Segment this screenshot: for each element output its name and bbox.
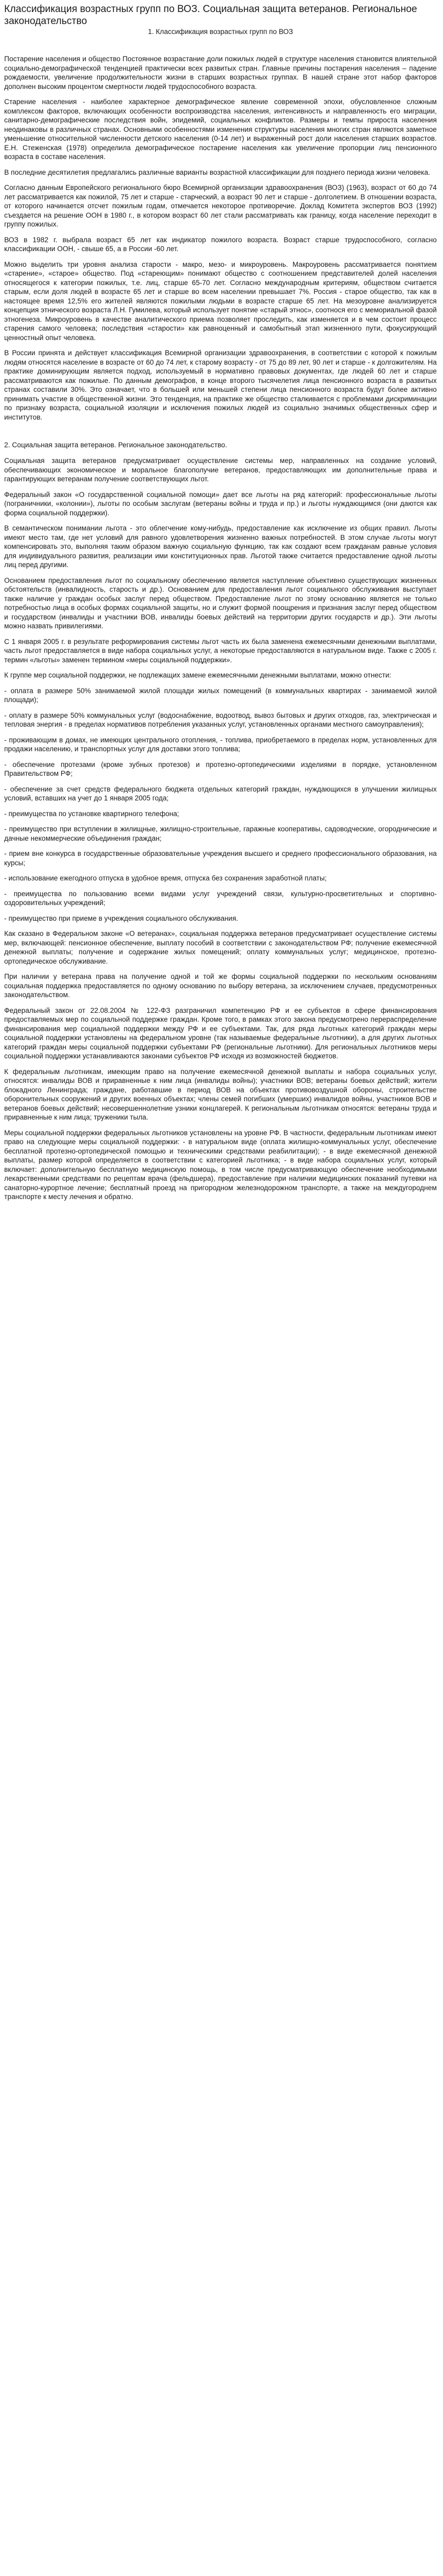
paragraph: - оплата в размере 50% занимаемой жилой площади жилых помещений (в коммунальных квартирах - занимаемой жилой площади); [4, 686, 437, 704]
paragraph: Можно выделить три уровня анализа старости - макро, мезо- и микроуровень. Макроуровень рассматривается понятием «старение», «старое» общество. Под «стареющим» понимают общество с соотношением представителей долей населения относящегося к категории пожилых, т.е. лиц, старше 65-70 лет. Согласно международным критериям, обществом считается старым, если доля людей в возрасте 65 лет и старше во всем населении превышает 7%. Россия - старое общество, так как в настоящее время 12,5% его жителей являются пожилыми людьми в возрасте старше 65 лет. На мезоуровне анализируется концепция этнического возраста Л.Н. Гумилева, который использует понятие «старый этнос», соотнося его с мемориальной фазой этногенеза. Микроуровень в качестве аналитического приема позволяет проследить, как изменяется и в чем состоит процесс старения самого человека; последствия «старости» как равноценный и самобытный этап жизненного пути, фокусирующий ценностный опыт человека. [4, 260, 437, 342]
paragraph: В последние десятилетия предлагались различные варианты возрастной классификации для позднего периода жизни человека. [4, 168, 430, 176]
paragraph: - использование ежегодного отпуска в удобное время, отпуска без сохранения заработной платы; [4, 874, 327, 882]
paragraph: Федеральный закон «О государственной социальной помощи» дает все льготы на ряд категорий: профессиональные льготы (пограничники, «колонии»), льготы по особым заслугам (ветераны войны и труда и пр.) и льготы нуждающимся (они даются как форма социальной поддержки). [4, 490, 437, 517]
paragraph: В России принята и действует классификация Всемирной организации здравоохранения, в соответствии с которой к пожилым людям относятся население в возрасте от 60 до 74 лет, к старому возрасту - от 75 до 89 лет, 90 лет и старше - к долгожителям. На практике доминирующим является подход, используемый в нормативно правовых документах, где людей 60 лет и старше рассматриваются как пожилые. По данным демографов, в конце второго тысячелетия лица пенсионного возраста в развитых странах составили 30%. Это означает, что в большей или меньшей степени лица пенсионного возраста будут более активно принимать участие в общественной жизни. Это тенденция, на практике же общество сталкивается с проблемами дискриминации по признаку возраста, социальной изоляции и исключения пожилых людей из социально значимых общественных сфер и институтов. [4, 349, 437, 421]
paragraph: Социальная защита ветеранов предусматривает осуществление системы мер, направленных на создание условий, обеспечивающих экономическое и моральное благополучие ветеранов, предоставляющих им дополнительные права и гарантирующих ветеранам получение соответствующих льгот. [4, 457, 437, 483]
paragraph: - оплату в размере 50% коммунальных услуг (водоснабжение, водоотвод, вывоз бытовых и других отходов, газ, электрическая и тепловая энергия - в пределах нормативов потребления указанных услуг, установленных органами местного самоуправления); [4, 711, 437, 728]
paragraph: Старение населения - наиболее характерное демографическое явление современной эпохи, обусловленное сложным комплексом факторов, включающих особенности воспроизводства населения, интенсивность и направленность его миграции, санитарно-демографические последствия войн, эпидемий, социальных конфликтов. Размеры и темпы прироста населения неодинаковы в различных странах. Основными особенностями изменения структуры населения многих стран являются заметное уменьшение относительной численности детского населения (0-14 лет) и выраженный рост доли населения старших возрастов. Е.Н. Стеженская (1978) определила демографическое постарение населения как увеличение пропорции лиц пенсионного возраста в составе населения. [4, 98, 437, 161]
paragraph: В семантическом понимании льгота - это облегчение кому-нибудь, предоставление как исключение из общих правил. Льготы имеют место там, где нет условий для равного удовлетворения жизненно важных потребностей. В этом случае льготы могут компенсировать это, выполняя таким образом важную социальную функцию, так как создают всем гражданам равные условия для индивидуального развития, реализации ими конституционных прав. Льготой также считается предоставление одной льготы лиц перед другими. [4, 524, 437, 569]
page-title: Классификация возрастных групп по ВОЗ. Социальная защита ветеранов. Региональное законодательство [4, 4, 417, 27]
paragraph: С 1 января 2005 г. в результате реформирования системы льгот часть их была заменена ежемесячными денежными выплатами, часть льгот предоставляется в виде набора социальных услуг, а некоторые предоставляются в натуральном виде. Также с 2005 г. термин «льготы» заменен термином «меры социальной поддержки». [4, 637, 437, 664]
paragraph: - прием вне конкурса в государственные образовательные учреждения высшего и среднего профессионального образования, на курсы; [4, 850, 437, 867]
paragraph: - проживающим в домах, не имеющих центрального отопления, - топлива, приобретаемого в пределах норм, установленных для продажи населению, и транспортных услуг для доставки этого топлива; [4, 736, 437, 753]
paragraph: Как сказано в Федеральном законе «О ветеранах», социальная поддержка ветеранов предусматривает осуществление системы мер, включающей: пенсионное обеспечение, выплату пособий в соответствии с законодательством РФ; получение ежемесячной денежной выплаты; получение и содержание жилых помещений; оплату коммунальных услуг; медицинское, протезно-ортопедическое обслуживание. [4, 930, 437, 965]
paragraph: Основанием предоставления льгот по социальному обеспечению является наступление объективно существующих жизненных обстоятельств (инвалидность, старость и др.). Основанием для предоставления льгот социального обслуживания выступает также наличие у граждан особых заслуг перед обществом. Предоставление льгот по этому основанию является не только потребностью лица в особых формах социальной защиты, но и служит формой поощрения и признания заслуг перед обществом и государством (инвалиды и участники ВОВ, инвалиды боевых действий на территории других государств и др.). Эти льготы можно назвать привилегиями. [4, 576, 437, 630]
section2-body [4, 456, 437, 1202]
section1-heading: 1. Классификация возрастных групп по ВОЗ [147, 28, 293, 36]
paragraph: Федеральный закон от 22.08.2004 № 122-ФЗ разграничил компетенцию РФ и ее субъектов в сфере финансирования предоставляемых мер по социальной поддержке граждан. Кроме того, в рамках этого закона предусмотрено перераспределение финансирования мер социальной поддержки между РФ и ее субъектами. Так, для ряда льготных категорий граждан меры социальной поддержки установлены на федеральном уровне (так называемые федеральные льготники), а для других льготных категорий граждан меры социальной поддержки субъектами РФ (региональные льготники). Для региональных льготников меры социальной поддержки устанавливаются законами субъектов РФ исходя из возможностей бюджетов. [4, 1006, 437, 1060]
paragraph: - преимущества по пользованию всеми видами услуг учреждений связи, культурно-просветительных и спортивно-оздоровительных учреждений; [4, 889, 437, 907]
section1-body [4, 54, 437, 422]
paragraph: - обеспечение за счет средств федерального бюджета отдельных категорий граждан, нуждающихся в улучшении жилищных условий, вставших на учет до 1 января 2005 года; [4, 785, 437, 802]
paragraph: ВОЗ в 1982 г. выбрала возраст 65 лет как индикатор пожилого возраста. Возраст старше трудоспособного, согласно классификации ООН, - свыше 65, а в России -60 лет. [4, 235, 437, 253]
paragraph: Согласно данным Европейского регионального бюро Всемирной организации здравоохранения (ВОЗ) (1963), возраст от 60 до 74 лет рассматривается как пожилой, 75 лет и старше - старческий, а возраст 90 лет и старше - долголетием. В отношении возраста, от которого начинается отсчет пожилым годам, отмечается некоторое противоречие. Доклад Комитета экспертов ВОЗ (1992) съездается на решение ООН в 1980 г., в котором возраст 60 лет стали рассматривать как границу, когда население переходит в группу пожилых. [4, 184, 437, 228]
paragraph: - преимущество при приеме в учреждения социального обслуживания. [4, 914, 238, 922]
paragraph: - преимущества по установке квартирного телефона; [4, 809, 179, 818]
paragraph: К федеральным льготникам, имеющим право на получение ежемесячной денежной выплаты и набора социальных услуг, относятся: инвалиды ВОВ и приравненные к ним лица (инвалиды войны); участники ВОВ; ветераны боевых действий; жители блокадного Ленинграда; граждане, работавшие в период ВОВ на объектах противовоздушной обороны, строительстве оборонительных сооружений и других военных объектах; члены семей погибших (умерших) инвалидов войны, участников ВОВ и ветеранов боевых действий; несовершеннолетние узники концлагерей. К региональным льготникам относятся: ветераны труда и приравненные к ним лица; труженики тыла. [4, 1067, 437, 1121]
paragraph: - обеспечение протезами (кроме зубных протезов) и протезно-ортопедическими изделиями в порядке, установленном Правительством РФ; [4, 760, 437, 777]
paragraph: - преимущество при вступлении в жилищные, жилищно-строительные, гаражные кооперативы, садоводческие, огороднические и дачные некоммерческие объединения граждан; [4, 825, 437, 842]
paragraph: Меры социальной поддержки федеральных льготников установлены на уровне РФ. В частности, федеральным льготникам имеют право на следующие меры социальной поддержки: - в натуральном виде (оплата жилищно-коммунальных услуг, обеспечение бесплатной протезно-ортопедической помощью и техническими средствами реабилитации); - в виде ежемесячной денежной выплаты, размер которой определяется в соответствии с категорией льготника; - в виде набора социальных услуг, который включает: дополнительную бесплатную медицинскую помощь, в том числе предусматривающую обеспечение необходимыми лекарственными средствами по рецептам врача (фельдшера), предоставление при наличии медицинских показаний путевки на санаторно-курортное лечение; бесплатный проезд на пригородном железнодорожном транспорте, а также на междугороднем транспорте к месту лечения и обратно. [4, 1128, 437, 1201]
paragraph: При наличии у ветерана права на получение одной и той же формы социальной поддержки по нескольким основаниям социальная поддержка предоставляется по одному основанию по выбору ветерана, за исключением случаев, предусмотренных законодательством. [4, 973, 437, 999]
article-page [0, 0, 443, 1202]
paragraph: Постарение населения и общество Постоянное возрастание доли пожилых людей в структуре населения становится влиятельной социально-демографической тенденцией практически всех развитых стран. Главные причины постарения населения – падение рождаемости, увеличение продолжительности жизни в старших возрастных группах. В нашей стране этот набор факторов дополнен высоким процентом смертности людей трудоспособного возраста. [4, 55, 437, 91]
section2-heading: 2. Социальная защита ветеранов. Региональное законодательство. [4, 441, 228, 449]
paragraph: К группе мер социальной поддержки, не подлежащих замене ежемесячными денежными выплатами, можно отнести: [4, 671, 392, 679]
